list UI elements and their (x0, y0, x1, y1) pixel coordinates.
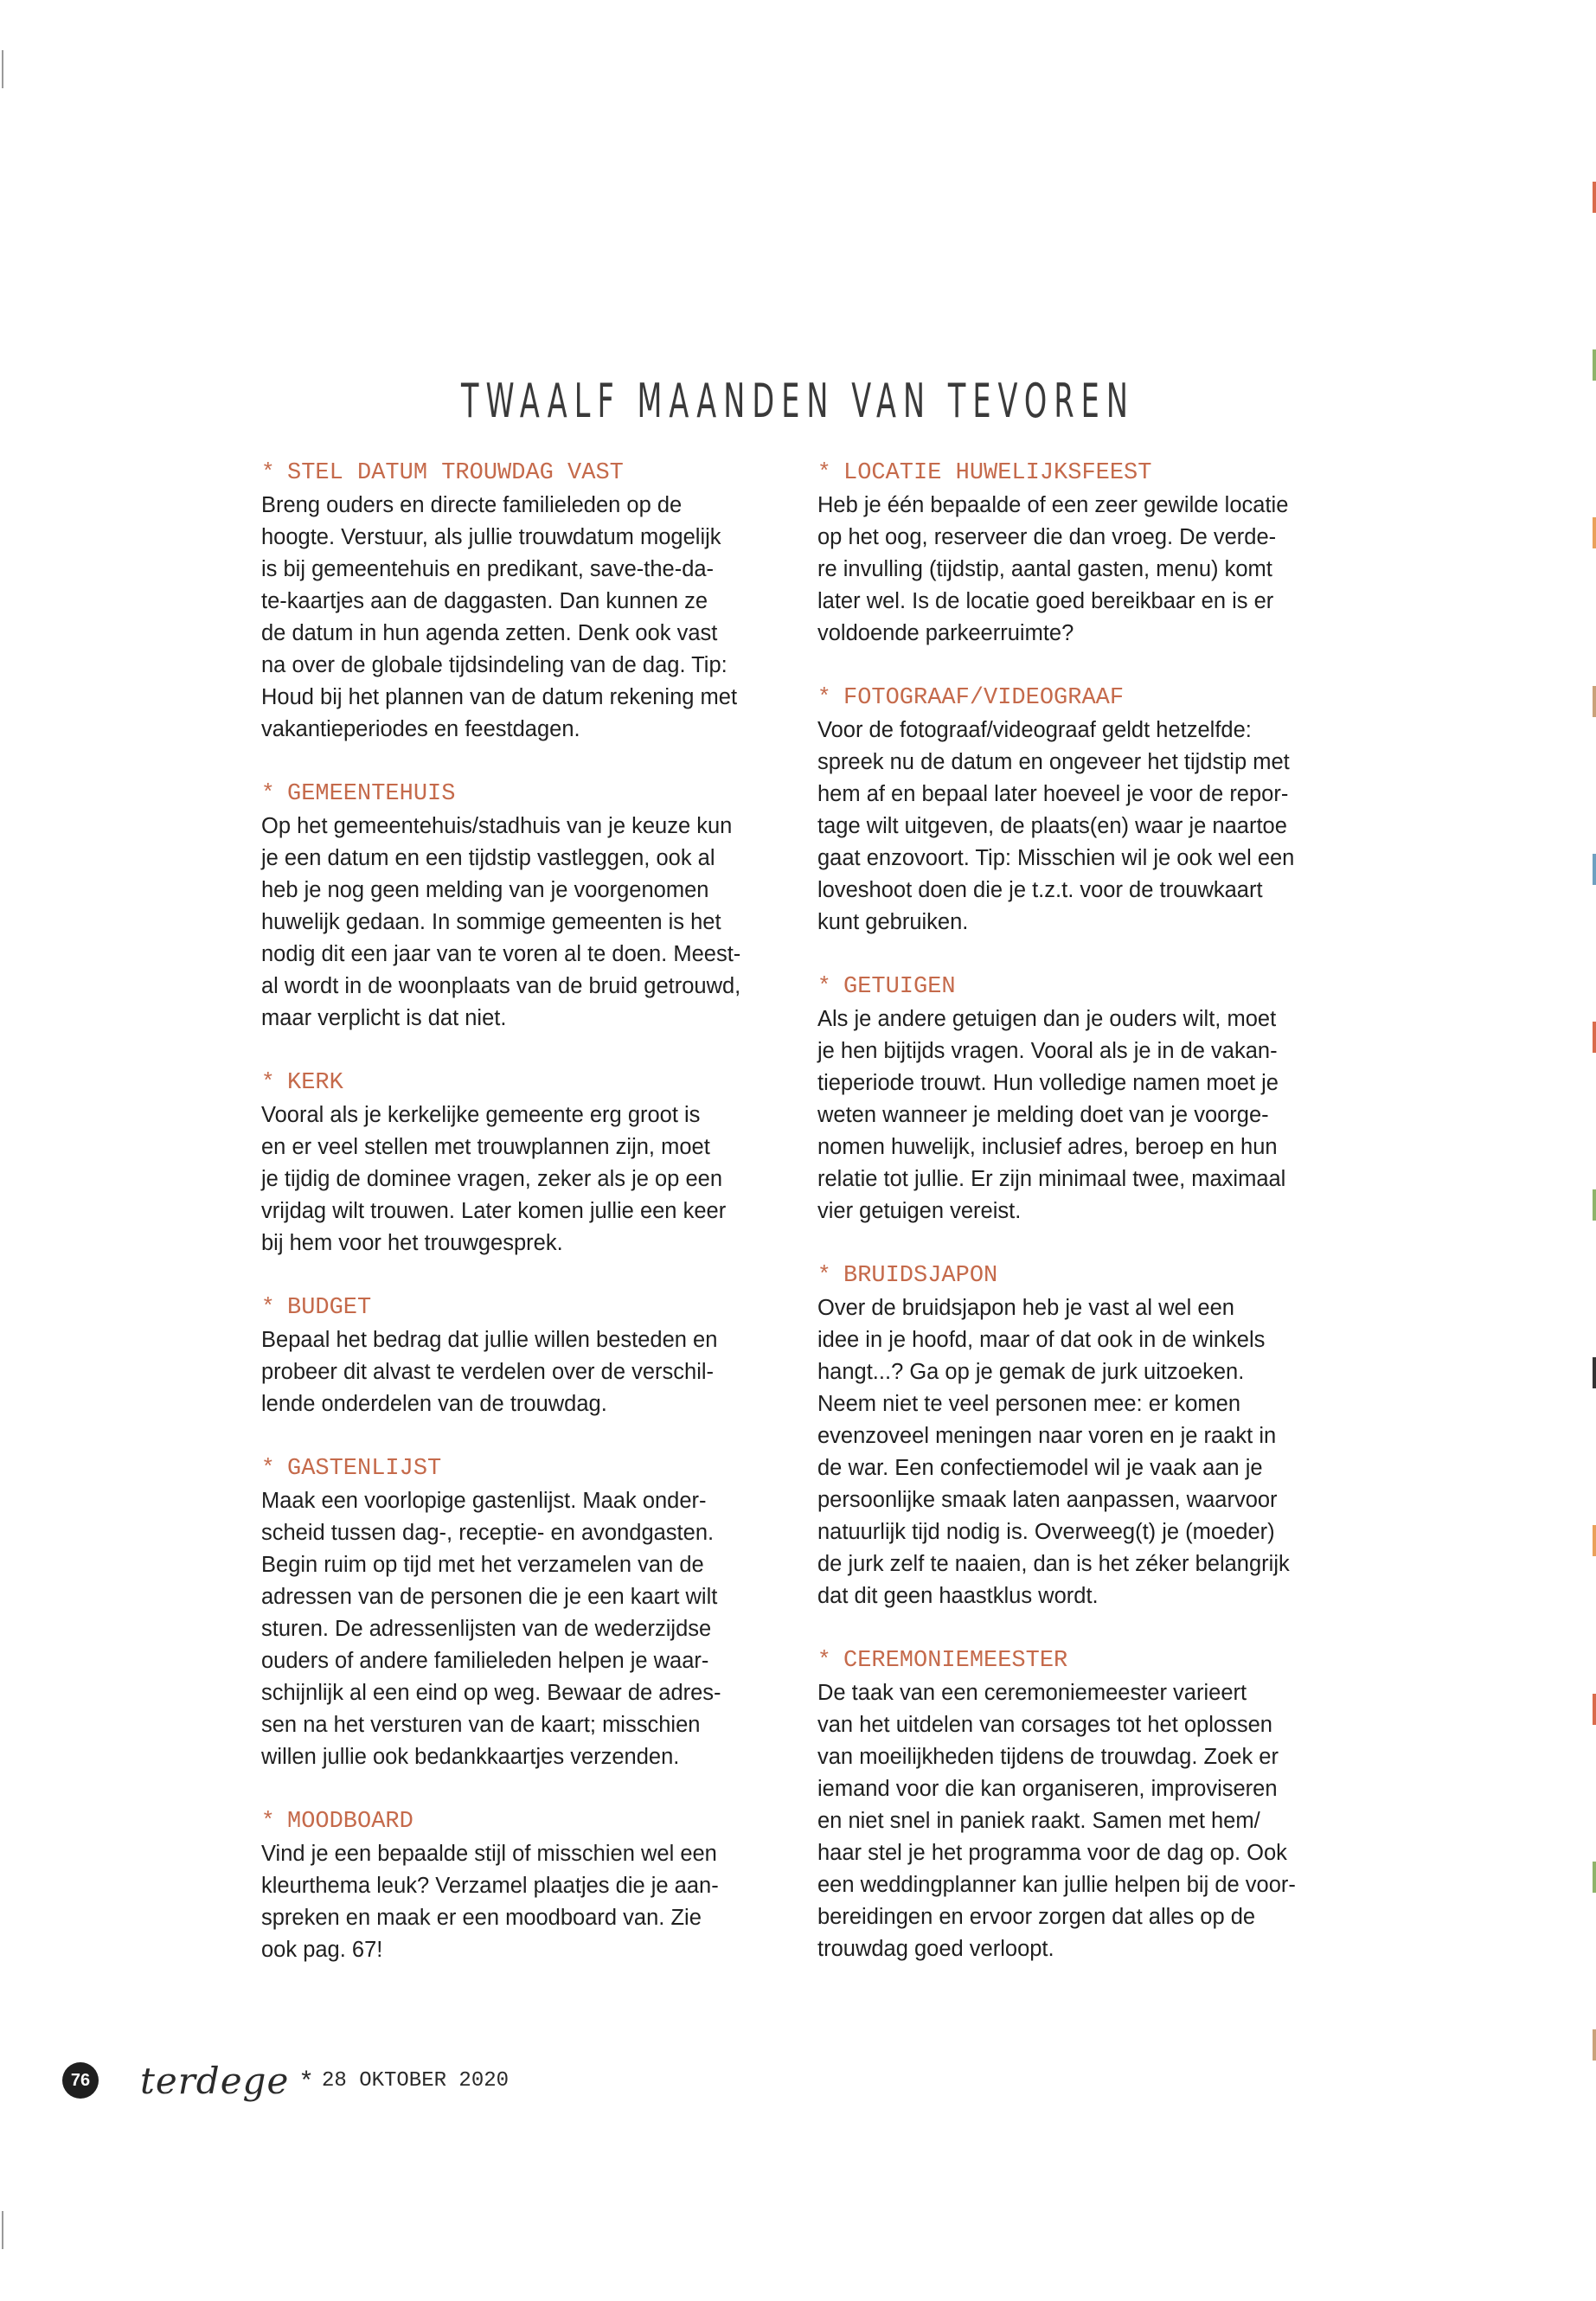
section-body (817, 1677, 1340, 1965)
asterisk-icon: * (261, 1294, 275, 1320)
crop-mark-top-left (2, 50, 3, 88)
section-heading-text: GEMEENTEHUIS (287, 781, 456, 807)
body-line: persoonlijke smaak laten aanpassen, waarvoor (817, 1488, 1278, 1512)
edge-color-mark (1593, 1525, 1596, 1556)
body-line: Begin ruim op tijd met het verzamelen van de (261, 1553, 704, 1577)
asterisk-icon: * (301, 2066, 311, 2094)
asterisk-icon: * (261, 1808, 275, 1834)
body-line: natuurlijk tijd nodig is. Overweeg(t) je (moeder) (817, 1520, 1275, 1544)
section (261, 457, 784, 746)
body-line: de war. Een confectiemodel wil je vaak aan je (817, 1456, 1263, 1480)
issue-date: 28 OKTOBER 2020 (321, 2068, 510, 2093)
body-line: bij hem voor het trouwgesprek. (261, 1231, 563, 1255)
body-line: spreek nu de datum en ongeveer het tijdstip met (817, 750, 1290, 774)
body-line: re invulling (tijdstip, aantal gasten, menu) komt (817, 557, 1272, 581)
body-line: je tijdig de dominee vragen, zeker als je op een (261, 1167, 722, 1191)
section-heading-text: GASTENLIJST (287, 1456, 442, 1482)
section (261, 1067, 784, 1259)
body-line: iemand voor die kan organiseren, improviseren (817, 1777, 1278, 1801)
section-heading-text: BRUIDSJAPON (843, 1263, 998, 1289)
section-body (817, 490, 1340, 650)
body-line: tieperiode trouwt. Hun volledige namen moet je (817, 1071, 1279, 1095)
edge-color-mark (1593, 2029, 1596, 2061)
page-title: TWAALF MAANDEN VAN TEVOREN (461, 374, 1135, 428)
magazine-logo: terdege (140, 2059, 290, 2102)
body-line: Neem niet te veel personen mee: er komen (817, 1392, 1241, 1416)
body-line: heb je nog geen melding van je voorgenomen (261, 878, 709, 902)
body-line: voldoende parkeerruimte? (817, 621, 1074, 645)
body-line: sturen. De adressenlijsten van de wederzijdse (261, 1617, 712, 1641)
section-body (817, 1292, 1340, 1612)
section-heading (817, 682, 1340, 715)
body-line: vakantieperiodes en feestdagen. (261, 717, 580, 741)
body-line: ouders of andere familieleden helpen je waar- (261, 1649, 709, 1673)
right-column (817, 457, 1340, 1997)
section (817, 1644, 1340, 1965)
edge-color-mark (1593, 686, 1596, 717)
body-line: evenzoveel meningen naar voren en je raakt in (817, 1424, 1277, 1448)
body-line: Heb je één bepaalde of een zeer gewilde locatie (817, 493, 1289, 517)
body-line: hoogte. Verstuur, als jullie trouwdatum mogelijk (261, 525, 721, 549)
section-heading (261, 457, 784, 490)
section (817, 1259, 1340, 1612)
body-line: adressen van de personen die je een kaart wilt (261, 1585, 718, 1609)
edge-color-mark (1593, 1694, 1596, 1725)
section-heading-text: LOCATIE HUWELIJKSFEEST (843, 460, 1152, 486)
section-heading-text: MOODBOARD (287, 1809, 413, 1835)
section-heading (261, 1452, 784, 1485)
asterisk-icon: * (817, 1262, 831, 1288)
body-line: je hen bijtijds vragen. Vooral als je in de vakan- (817, 1039, 1278, 1063)
asterisk-icon: * (817, 684, 831, 710)
page-footer (62, 2059, 509, 2102)
edge-color-mark (1593, 349, 1596, 381)
section-heading (261, 1805, 784, 1838)
body-line: na over de globale tijdsindeling van de dag. Tip: (261, 653, 727, 677)
body-line: en er veel stellen met trouwplannen zijn, moet (261, 1135, 710, 1159)
body-line: vier getuigen vereist. (817, 1199, 1022, 1223)
page-edge-color-strip (1591, 147, 1596, 2163)
body-line: De taak van een ceremoniemeester varieert (817, 1681, 1247, 1705)
body-line: op het oog, reserveer die dan vroeg. De verde- (817, 525, 1277, 549)
section-heading-text: GETUIGEN (843, 974, 956, 1000)
asterisk-icon: * (817, 459, 831, 485)
section-body (817, 1003, 1340, 1227)
body-line: haar stel je het programma voor de dag op. Ook (817, 1841, 1287, 1865)
body-line: Over de bruidsjapon heb je vast al wel een (817, 1296, 1234, 1320)
body-line: bereidingen en ervoor zorgen dat alles op de (817, 1905, 1256, 1929)
section-body (261, 1099, 784, 1259)
section-body (817, 715, 1340, 939)
body-line: maar verplicht is dat niet. (261, 1006, 507, 1030)
section-heading-text: STEL DATUM TROUWDAG VAST (287, 460, 624, 486)
body-line: nomen huwelijk, inclusief adres, beroep en hun (817, 1135, 1278, 1159)
body-line: een weddingplanner kan jullie helpen bij de voor- (817, 1873, 1296, 1897)
edge-color-mark (1593, 1189, 1596, 1221)
section-heading-text: CEREMONIEMEESTER (843, 1648, 1068, 1674)
section-body (261, 490, 784, 746)
section-heading (261, 778, 784, 811)
body-line: de datum in hun agenda zetten. Denk ook vast (261, 621, 718, 645)
body-line: schijnlijk al een eind op weg. Bewaar de adres- (261, 1681, 721, 1705)
section (817, 971, 1340, 1227)
section-body (261, 1324, 784, 1420)
body-line: hem af en bepaal later hoeveel je voor de repor- (817, 782, 1289, 806)
edge-color-mark (1593, 1357, 1596, 1388)
body-line: is bij gemeentehuis en predikant, save-the-da- (261, 557, 715, 581)
asterisk-icon: * (817, 973, 831, 999)
section-heading (817, 1644, 1340, 1677)
crop-mark-bottom-left (2, 2211, 3, 2249)
body-line: vrijdag wilt trouwen. Later komen jullie een keer (261, 1199, 727, 1223)
section-body (261, 811, 784, 1035)
body-line: van moeilijkheden tijdens de trouwdag. Zoek er (817, 1745, 1279, 1769)
section-heading (817, 457, 1340, 490)
body-line: Als je andere getuigen dan je ouders wilt, moet (817, 1007, 1277, 1031)
body-line: Breng ouders en directe familieleden op de (261, 493, 683, 517)
body-line: tage wilt uitgeven, de plaats(en) waar je naartoe (817, 814, 1287, 838)
body-line: willen jullie ook bedankkaartjes verzenden. (261, 1745, 680, 1769)
section (817, 682, 1340, 939)
asterisk-icon: * (261, 1069, 275, 1095)
section (261, 1452, 784, 1773)
body-line: huwelijk gedaan. In sommige gemeenten is het (261, 910, 721, 934)
asterisk-icon: * (261, 459, 275, 485)
body-line: ook pag. 67! (261, 1938, 383, 1962)
section (261, 778, 784, 1035)
body-line: weten wanneer je melding doet van je voorge- (817, 1103, 1269, 1127)
body-line: gaat enzovoort. Tip: Misschien wil je ook wel een (817, 846, 1295, 870)
asterisk-icon: * (261, 780, 275, 806)
body-line: van het uitdelen van corsages tot het oplossen (817, 1713, 1272, 1737)
section-heading-text: BUDGET (287, 1295, 372, 1321)
body-line: Voor de fotograaf/videograaf geldt hetzelfde: (817, 718, 1252, 742)
body-line: al wordt in de woonplaats van de bruid getrouwd, (261, 974, 741, 998)
edge-color-mark (1593, 854, 1596, 885)
section-heading (261, 1067, 784, 1099)
body-line: Op het gemeentehuis/stadhuis van je keuze kun (261, 814, 733, 838)
section (261, 1805, 784, 1966)
body-line: en niet snel in paniek raakt. Samen met hem/ (817, 1809, 1260, 1833)
section-heading (817, 1259, 1340, 1292)
body-line: hangt...? Ga op je gemak de jurk uitzoeken. (817, 1360, 1245, 1384)
asterisk-icon: * (817, 1647, 831, 1673)
body-line: de jurk zelf te naaien, dan is het zéker belangrijk (817, 1552, 1290, 1576)
section-heading (261, 1292, 784, 1324)
body-line: later wel. Is de locatie goed bereikbaar en is er (817, 589, 1274, 613)
body-line: nodig dit een jaar van te voren al te doen. Meest- (261, 942, 741, 966)
asterisk-icon: * (261, 1455, 275, 1481)
section (261, 1292, 784, 1420)
page-number-badge: 76 (62, 2062, 99, 2099)
body-line: sen na het versturen van de kaart; misschien (261, 1713, 701, 1737)
body-line: idee in je hoofd, maar of dat ook in de winkels (817, 1328, 1266, 1352)
body-line: Houd bij het plannen van de datum rekening met (261, 685, 738, 709)
body-line: Maak een voorlopige gastenlijst. Maak onder- (261, 1489, 707, 1513)
edge-color-mark (1593, 1022, 1596, 1053)
body-line: loveshoot doen die je t.z.t. voor de trouwkaart (817, 878, 1263, 902)
body-line: dat dit geen haastklus wordt. (817, 1584, 1099, 1608)
section-body (261, 1485, 784, 1773)
body-line: kunt gebruiken. (817, 910, 969, 934)
section-heading-text: FOTOGRAAF/VIDEOGRAAF (843, 685, 1125, 711)
left-column (261, 457, 784, 1998)
edge-color-mark (1593, 182, 1596, 213)
body-line: je een datum en een tijdstip vastleggen, ook al (261, 846, 715, 870)
section-heading-text: KERK (287, 1070, 343, 1096)
body-line: trouwdag goed verloopt. (817, 1937, 1054, 1961)
body-line: kleurthema leuk? Verzamel plaatjes die je aan- (261, 1874, 719, 1898)
section-heading (817, 971, 1340, 1003)
body-line: te-kaartjes aan de daggasten. Dan kunnen ze (261, 589, 708, 613)
body-line: probeer dit alvast te verdelen over de verschil- (261, 1360, 715, 1384)
body-line: Vind je een bepaalde stijl of misschien wel een (261, 1842, 717, 1866)
body-line: Bepaal het bedrag dat jullie willen besteden en (261, 1328, 718, 1352)
edge-color-mark (1593, 517, 1596, 548)
body-line: spreken en maak er een moodboard van. Zie (261, 1906, 702, 1930)
edge-color-mark (1593, 1862, 1596, 1893)
body-line: relatie tot jullie. Er zijn minimaal twee, maximaal (817, 1167, 1286, 1191)
body-line: lende onderdelen van de trouwdag. (261, 1392, 607, 1416)
section (817, 457, 1340, 650)
body-line: Vooral als je kerkelijke gemeente erg groot is (261, 1103, 701, 1127)
section-body (261, 1838, 784, 1966)
body-line: scheid tussen dag-, receptie- en avondgasten. (261, 1521, 715, 1545)
